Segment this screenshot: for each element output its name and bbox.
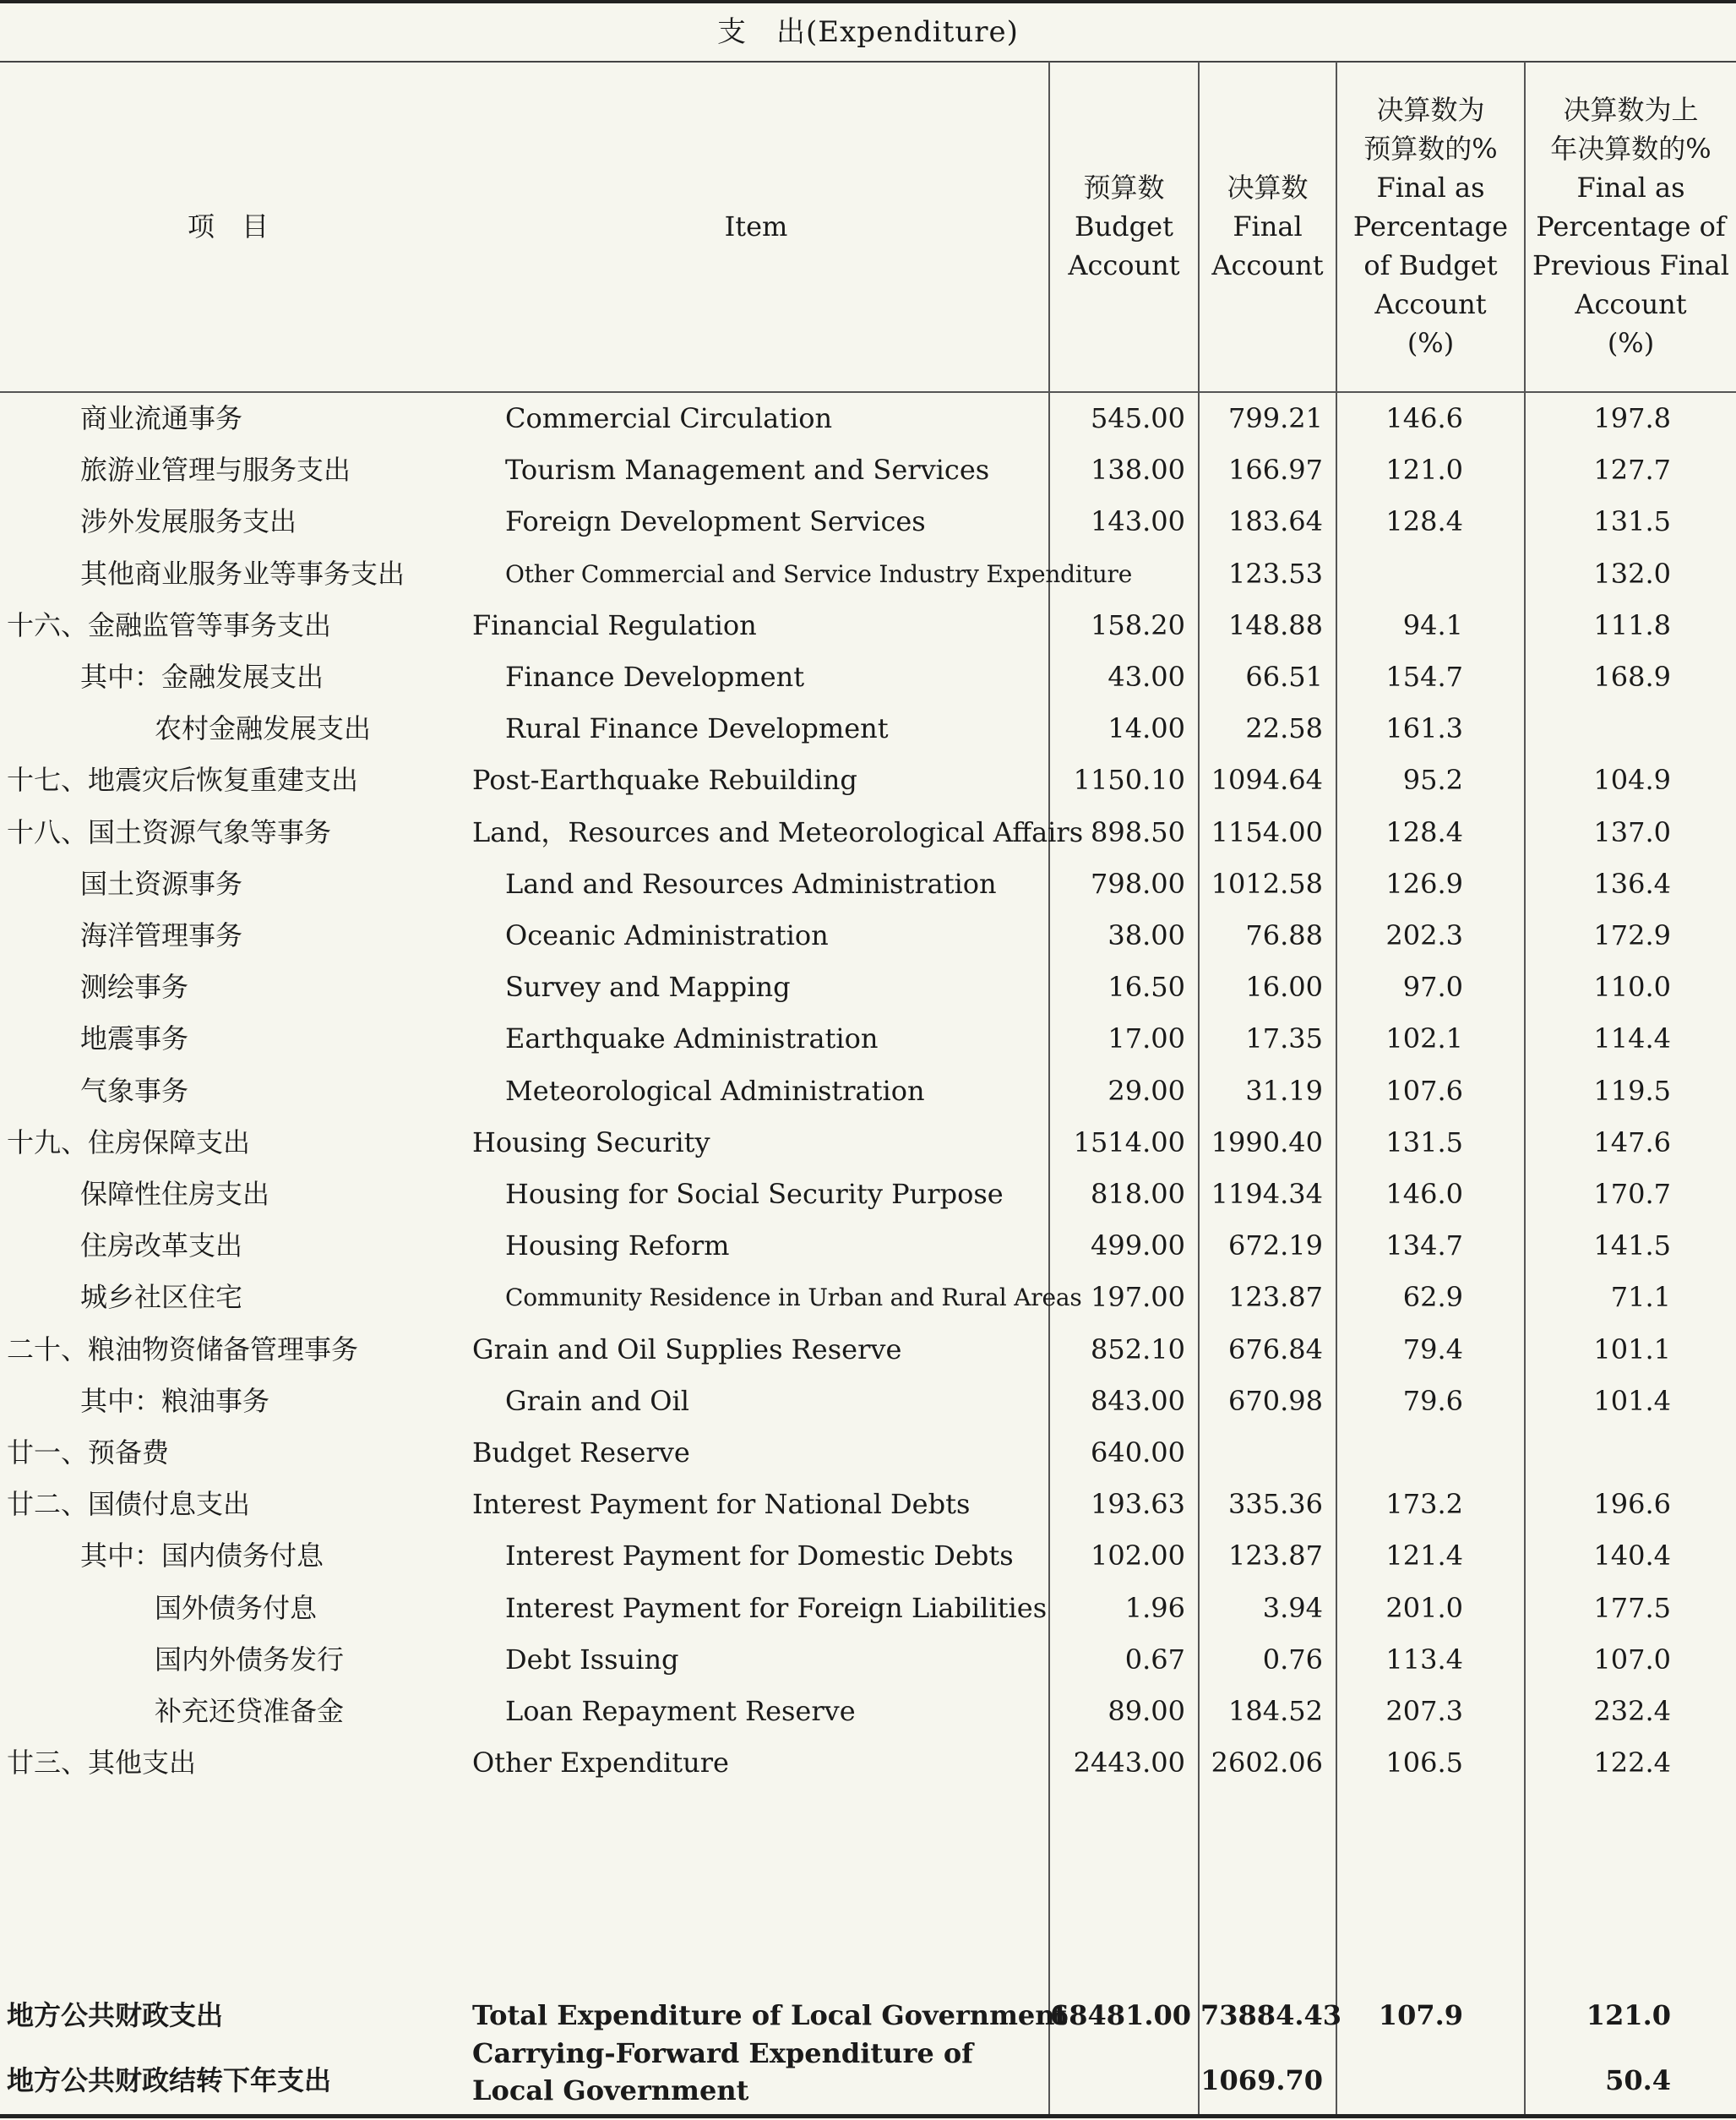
item-name-en: Other Commercial and Service Industry Expenditure (505, 560, 1133, 588)
pct-of-budget-cell: 107.9 (1378, 1999, 1463, 2031)
table-row (0, 600, 1736, 651)
item-name-en: Housing Reform (505, 1229, 730, 1262)
item-name-zh: 商业流通事务 (80, 402, 243, 434)
pct-of-previous-cell: 177.5 (1593, 1592, 1671, 1624)
table-row (0, 496, 1736, 548)
pct-of-budget-cell: 128.4 (1385, 816, 1463, 848)
pct-of-previous-cell: 132.0 (1593, 558, 1671, 590)
total-row (0, 1990, 1736, 2041)
pct-of-previous-cell: 101.4 (1593, 1385, 1671, 1417)
final-account-cell: 799.21 (1228, 402, 1323, 434)
item-name-zh: 其他商业服务业等事务支出 (80, 558, 405, 590)
final-account-cell: 66.51 (1245, 661, 1323, 693)
item-name-en: Tourism Management and Services (505, 454, 990, 486)
table-row (0, 1169, 1736, 1220)
item-name-zh: 国内外债务发行 (155, 1643, 345, 1676)
bottom-rule (0, 2114, 1736, 2118)
table-row (0, 444, 1736, 496)
final-account-cell (1200, 1427, 1323, 1479)
item-name-en: Total Expenditure of Local Government (472, 1999, 1068, 2031)
table-row (0, 1427, 1736, 1479)
pct-of-previous-cell: 110.0 (1593, 971, 1671, 1003)
item-name-en: Commercial Circulation (505, 402, 833, 434)
final-account-cell: 1012.58 (1211, 868, 1323, 900)
final-account-cell: 672.19 (1228, 1229, 1323, 1262)
pct-of-budget-cell (1338, 1427, 1463, 1479)
item-name-zh: 国外债务付息 (155, 1592, 318, 1624)
pct-of-previous-cell: 232.4 (1593, 1695, 1671, 1727)
item-name-zh: 保障性住房支出 (80, 1178, 270, 1210)
pct-of-budget-cell: 94.1 (1402, 609, 1463, 641)
table-row (0, 910, 1736, 962)
final-account-cell: 73884.43 (1200, 1999, 1341, 2031)
final-account-cell: 676.84 (1228, 1333, 1323, 1365)
budget-account-cell: 0.67 (1124, 1643, 1185, 1676)
pct-of-budget-cell: 107.6 (1385, 1075, 1463, 1107)
table-row (0, 1220, 1736, 1272)
budget-account-cell (1050, 548, 1185, 600)
item-name-en: Financial Regulation (472, 609, 757, 641)
item-name-zh: 二十、粮油物资储备管理事务 (7, 1333, 359, 1365)
pct-of-previous-cell: 141.5 (1593, 1229, 1671, 1262)
item-name-zh: 旅游业管理与服务支出 (80, 454, 351, 486)
pct-of-previous-cell: 111.8 (1593, 609, 1671, 641)
pct-of-previous-cell: 168.9 (1593, 661, 1671, 693)
budget-account-cell: 545.00 (1091, 402, 1185, 434)
item-name-zh: 其中：国内债务付息 (80, 1540, 324, 1572)
item-name-zh: 十六、金融监管等事务支出 (7, 609, 332, 641)
final-account-cell: 31.19 (1245, 1075, 1323, 1107)
pct-of-previous-cell: 137.0 (1593, 816, 1671, 848)
item-name-zh: 十九、住房保障支出 (7, 1126, 251, 1158)
final-account-cell: 123.53 (1228, 558, 1323, 590)
table-row (0, 1479, 1736, 1530)
item-name-en: Foreign Development Services (505, 505, 926, 537)
pct-of-previous-cell: 107.0 (1593, 1643, 1671, 1676)
pct-of-budget-cell: 79.4 (1402, 1333, 1463, 1365)
header-pct-of-previous: 决算数为上 年决算数的% Final as Percentage of Previous Final Account (%) (1532, 94, 1729, 359)
pct-of-previous-cell: 197.8 (1593, 402, 1671, 434)
final-account-cell: 184.52 (1228, 1695, 1323, 1727)
pct-of-previous-cell: 127.7 (1593, 454, 1671, 486)
table-row (0, 1013, 1736, 1065)
pct-of-budget-cell (1338, 2055, 1463, 2106)
final-account-cell: 670.98 (1228, 1385, 1323, 1417)
table-row (0, 962, 1736, 1013)
final-account-cell: 1194.34 (1211, 1178, 1323, 1210)
budget-account-cell: 38.00 (1107, 919, 1185, 951)
item-name-en: Oceanic Administration (505, 919, 829, 951)
budget-account-cell: 197.00 (1091, 1281, 1185, 1313)
item-name-en: Housing Security (472, 1126, 710, 1158)
table-row (0, 651, 1736, 703)
pct-of-budget-cell: 106.5 (1385, 1747, 1463, 1779)
pct-of-previous-cell: 136.4 (1593, 868, 1671, 900)
table-title: 支 出(Expenditure) (0, 3, 1736, 63)
header-final-account: 决算数 Final Account (1211, 172, 1324, 281)
final-account-cell: 22.58 (1245, 712, 1323, 744)
item-name-zh: 其中：粮油事务 (80, 1385, 270, 1417)
pct-of-previous-cell: 122.4 (1593, 1747, 1671, 1779)
final-account-cell: 166.97 (1228, 454, 1323, 486)
header-pct-of-budget: 决算数为 预算数的% Final as Percentage of Budget Account (%) (1352, 94, 1509, 359)
budget-account-cell: 640.00 (1091, 1436, 1185, 1469)
final-account-cell: 1154.00 (1211, 816, 1323, 848)
item-name-en: Meteorological Administration (505, 1075, 925, 1107)
item-name-en: Interest Payment for Domestic Debts (505, 1540, 1014, 1572)
budget-account-cell: 143.00 (1091, 505, 1185, 537)
table-row (0, 1065, 1736, 1117)
budget-account-cell: 898.50 (1091, 816, 1185, 848)
header-budget-account: 预算数 Budget Account (1068, 172, 1180, 281)
table-row (0, 548, 1736, 600)
item-name-zh: 其中：金融发展支出 (80, 661, 324, 693)
budget-account-cell: 818.00 (1091, 1178, 1185, 1210)
budget-account-cell: 852.10 (1091, 1333, 1185, 1365)
pct-of-previous-cell (1526, 703, 1671, 755)
item-name-zh: 国土资源事务 (80, 868, 243, 900)
item-name-en: Interest Payment for National Debts (472, 1488, 971, 1520)
table-row (0, 393, 1736, 444)
table-row (0, 807, 1736, 858)
budget-account-cell: 193.63 (1091, 1488, 1185, 1520)
item-name-zh: 测绘事务 (80, 971, 189, 1003)
budget-account-cell: 29.00 (1107, 1075, 1185, 1107)
item-name-en: Budget Reserve (472, 1436, 690, 1469)
pct-of-budget-cell: 146.0 (1385, 1178, 1463, 1210)
pct-of-budget-cell: 173.2 (1385, 1488, 1463, 1520)
budget-account-cell: 89.00 (1107, 1695, 1185, 1727)
final-account-cell: 1990.40 (1211, 1126, 1323, 1158)
item-name-en: Loan Repayment Reserve (505, 1695, 856, 1727)
item-name-zh: 地震事务 (80, 1022, 189, 1055)
pct-of-previous-cell: 121.0 (1586, 1999, 1671, 2031)
pct-of-budget-cell: 201.0 (1385, 1592, 1463, 1624)
table-row (0, 1583, 1736, 1634)
item-name-zh: 农村金融发展支出 (155, 712, 372, 744)
item-name-zh: 海洋管理事务 (80, 919, 243, 951)
budget-account-cell: 798.00 (1091, 868, 1185, 900)
pct-of-budget-cell: 121.4 (1385, 1540, 1463, 1572)
item-name-zh: 廿一、预备费 (7, 1436, 170, 1469)
item-name-zh: 廿二、国债付息支出 (7, 1488, 251, 1520)
budget-account-cell: 16.50 (1107, 971, 1185, 1003)
item-name-en: Carrying-Forward Expenditure of Local Government (472, 2037, 973, 2106)
budget-account-cell: 102.00 (1091, 1540, 1185, 1572)
final-account-cell: 335.36 (1228, 1488, 1323, 1520)
table-row (0, 1324, 1736, 1376)
pct-of-previous-cell: 101.1 (1593, 1333, 1671, 1365)
table-row (0, 1530, 1736, 1582)
item-name-zh: 气象事务 (80, 1075, 189, 1107)
pct-of-budget-cell: 126.9 (1385, 868, 1463, 900)
pct-of-budget-cell (1338, 548, 1463, 600)
item-name-en: Interest Payment for Foreign Liabilities (505, 1592, 1048, 1624)
final-account-cell: 148.88 (1228, 609, 1323, 641)
pct-of-budget-cell: 95.2 (1402, 764, 1463, 796)
pct-of-previous-cell: 104.9 (1593, 764, 1671, 796)
pct-of-budget-cell: 131.5 (1385, 1126, 1463, 1158)
budget-account-cell: 843.00 (1091, 1385, 1185, 1417)
pct-of-budget-cell: 202.3 (1385, 919, 1463, 951)
item-name-en: Finance Development (505, 661, 805, 693)
final-account-cell: 3.94 (1262, 1592, 1323, 1624)
table-row (0, 1117, 1736, 1169)
total-row (0, 2037, 1736, 2106)
final-account-cell: 183.64 (1228, 505, 1323, 537)
budget-account-cell (1050, 2055, 1185, 2106)
item-name-en: Land，Resources and Meteorological Affairs (472, 816, 1084, 848)
pct-of-budget-cell: 113.4 (1385, 1643, 1463, 1676)
item-name-zh: 地方公共财政结转下年支出 (7, 2064, 332, 2096)
pct-of-previous-cell: 147.6 (1593, 1126, 1671, 1158)
pct-of-previous-cell: 140.4 (1593, 1540, 1671, 1572)
final-account-cell: 2602.06 (1211, 1747, 1323, 1779)
item-name-en: Rural Finance Development (505, 712, 889, 744)
pct-of-previous-cell: 119.5 (1593, 1075, 1671, 1107)
final-account-cell: 1094.64 (1211, 764, 1323, 796)
table-row (0, 703, 1736, 755)
table-row (0, 1686, 1736, 1737)
pct-of-budget-cell: 62.9 (1402, 1281, 1463, 1313)
pct-of-previous-cell: 71.1 (1610, 1281, 1671, 1313)
pct-of-budget-cell: 146.6 (1385, 402, 1463, 434)
item-name-zh: 补充还贷准备金 (155, 1695, 345, 1727)
header-item-en: Item (724, 210, 788, 243)
budget-account-cell: 68481.00 (1050, 1999, 1191, 2031)
table-row (0, 1634, 1736, 1686)
final-account-cell: 76.88 (1245, 919, 1323, 951)
pct-of-previous-cell: 172.9 (1593, 919, 1671, 951)
final-account-cell: 17.35 (1245, 1022, 1323, 1055)
pct-of-budget-cell: 128.4 (1385, 505, 1463, 537)
budget-account-cell: 1514.00 (1073, 1126, 1185, 1158)
item-name-en: Earthquake Administration (505, 1022, 879, 1055)
budget-account-cell: 14.00 (1107, 712, 1185, 744)
pct-of-previous-cell: 131.5 (1593, 505, 1671, 537)
pct-of-previous-cell (1526, 1427, 1671, 1479)
budget-account-cell: 499.00 (1091, 1229, 1185, 1262)
table-row (0, 858, 1736, 910)
item-name-zh: 城乡社区住宅 (80, 1281, 243, 1313)
pct-of-budget-cell: 102.1 (1385, 1022, 1463, 1055)
item-name-en: Housing for Social Security Purpose (505, 1178, 1004, 1210)
budget-account-cell: 1.96 (1124, 1592, 1185, 1624)
pct-of-budget-cell: 97.0 (1402, 971, 1463, 1003)
pct-of-budget-cell: 79.6 (1402, 1385, 1463, 1417)
header-item-zh: 项 目 (187, 210, 269, 243)
pct-of-previous-cell: 196.6 (1593, 1488, 1671, 1520)
budget-account-cell: 138.00 (1091, 454, 1185, 486)
item-name-zh: 住房改革支出 (80, 1229, 243, 1262)
item-name-zh: 十七、地震灾后恢复重建支出 (7, 764, 359, 796)
pct-of-budget-cell: 134.7 (1385, 1229, 1463, 1262)
final-account-cell: 0.76 (1262, 1643, 1323, 1676)
budget-account-cell: 1150.10 (1073, 764, 1185, 796)
item-name-en: Debt Issuing (505, 1643, 679, 1676)
table-row (0, 1376, 1736, 1427)
pct-of-budget-cell: 207.3 (1385, 1695, 1463, 1727)
item-name-zh: 廿三、其他支出 (7, 1747, 197, 1779)
pct-of-budget-cell: 121.0 (1385, 454, 1463, 486)
pct-of-budget-cell: 161.3 (1385, 712, 1463, 744)
item-name-zh: 地方公共财政支出 (7, 1999, 224, 2031)
item-name-en: Post-Earthquake Rebuilding (472, 764, 857, 796)
pct-of-previous-cell: 170.7 (1593, 1178, 1671, 1210)
pct-of-budget-cell: 154.7 (1385, 661, 1463, 693)
final-account-cell: 123.87 (1228, 1540, 1323, 1572)
item-name-en: Grain and Oil (505, 1385, 689, 1417)
item-name-en: Land and Resources Administration (505, 868, 997, 900)
item-name-en: Community Residence in Urban and Rural Areas (505, 1283, 1082, 1311)
pct-of-previous-cell: 114.4 (1593, 1022, 1671, 1055)
final-account-cell: 1069.70 (1200, 2064, 1323, 2096)
table-row (0, 755, 1736, 806)
final-account-cell: 16.00 (1245, 971, 1323, 1003)
budget-account-cell: 17.00 (1107, 1022, 1185, 1055)
item-name-en: Other Expenditure (472, 1747, 729, 1779)
item-name-en: Survey and Mapping (505, 971, 791, 1003)
final-account-cell: 123.87 (1228, 1281, 1323, 1313)
pct-of-previous-cell: 50.4 (1605, 2064, 1671, 2096)
budget-account-cell: 2443.00 (1073, 1747, 1185, 1779)
item-name-zh: 十八、国土资源气象等事务 (7, 816, 332, 848)
table-row (0, 1737, 1736, 1789)
table-row (0, 1272, 1736, 1323)
budget-account-cell: 43.00 (1107, 661, 1185, 693)
budget-account-cell: 158.20 (1091, 609, 1185, 641)
item-name-zh: 涉外发展服务支出 (80, 505, 297, 537)
item-name-en: Grain and Oil Supplies Reserve (472, 1333, 902, 1365)
